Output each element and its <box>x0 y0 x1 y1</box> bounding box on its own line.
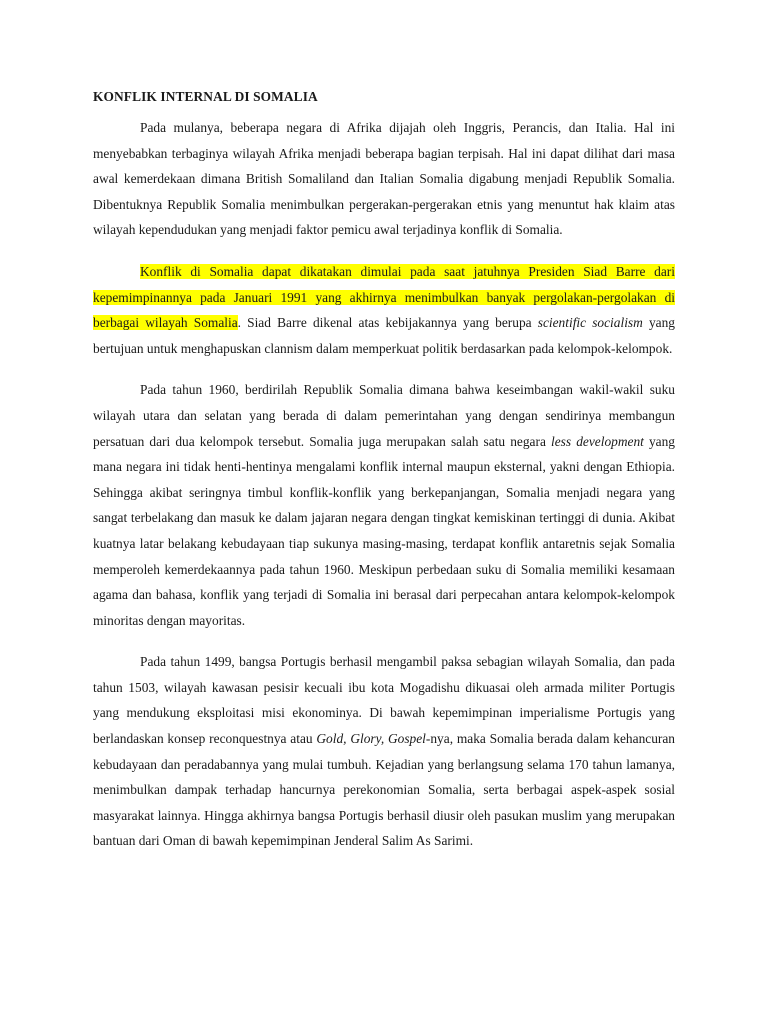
highlighted-text: Konflik di Somalia dapat dikatakan dimulai pada saat jatuhnya Presiden Siad Barre dari kepemimpinannya pada Januari 1991 yang akhirnya menimbulkan banyak pergolakan-pergolakan di berbagai wilayah Somalia <box>93 263 675 331</box>
paragraph-text: yang bertujuan untuk menghapuskan clannism dalam memperkuat politik berdasarkan pada kelompok-kelompok. <box>93 315 675 356</box>
document-body <box>93 86 675 870</box>
italic-term: less development <box>551 433 644 449</box>
paragraph-1: Pada mulanya, beberapa negara di Afrika dijajah oleh Inggris, Perancis, dan Italia. Hal ini menyebabkan terbaginya wilayah Afrika menjadi beberapa bagian terpisah. Hal ini dapat dilihat dari masa awal kemerdekaan dimana British Somaliland dan Italian Somalia digabung menjadi Republik Somalia. Dibentuknya Republik Somalia menimbulkan pergerakan-pergerakan etnis yang menuntut hak klaim atas wilayah kependudukan yang menjadi faktor pemicu awal terjadinya konflik di Somalia. <box>93 120 675 238</box>
document-title: KONFLIK INTERNAL DI SOMALIA <box>93 89 318 104</box>
paragraph-text: yang mana negara ini tidak henti-hentinya mengalami konflik internal maupun eksternal, yakni dengan Ethiopia. Sehingga akibat seringnya timbul konflik-konflik yang berkepanjangan, Somalia menjadi negara yang sangat terbelakang dan masuk ke dalam jajaran negara dengan tingkat kemiskinan tertinggi di dunia. Akibat kuatnya latar belakang kebudayaan tiap sukunya masing-masing, terdapat konflik antaretnis sejak Somalia memperoleh kemerdekaannya pada tahun 1960. Meskipun perbedaan suku di Somalia memiliki kesamaan agama dan bahasa, konflik yang terjadi di Somalia ini berasal dari perpecahan antara kelompok-kelompok minoritas dengan mayoritas. <box>93 433 676 628</box>
paragraph-2 <box>93 259 675 361</box>
paragraph-text: Pada tahun 1499, bangsa Portugis berhasil mengambil paksa sebagian wilayah Somalia, dan pada tahun 1503, wilayah kawasan pesisir kecuali ibu kota Mogadishu dikuasai oleh armada militer Portugis yang mendukung eksploitasi misi ekonominya. Di bawah kepemimpinan imperialisme Portugis yang berlandaskan konsep reconquestnya atau <box>93 654 675 747</box>
paragraph-4 <box>93 649 675 854</box>
italic-term: scientific socialism <box>537 315 643 331</box>
paragraph-text: . Siad Barre dikenal atas kebijakannya yang berupa <box>237 315 538 331</box>
italic-term: Gold, Glory, Gospel <box>316 731 426 747</box>
paragraph-text: Pada tahun 1960, berdirilah Republik Somalia dimana bahwa keseimbangan wakil-wakil suku wilayah utara dan selatan yang berada di dalam pemerintahan yang dengan sendirinya membangun persatuan dari dua kelompok tersebut. Somalia juga merupakan salah satu negara <box>93 382 675 449</box>
paragraph-text: -nya, maka Somalia berada dalam kehancuran kebudayaan dan peradabannya yang mulai tumbuh. Kejadian yang berlangsung selama 170 tahun lamanya, menimbulkan dampak terhadap hancurnya perekonomian Somalia, serta berbagai aspek-aspek sosial masyarakat lainnya. Hingga akhirnya bangsa Portugis berhasil diusir oleh pasukan muslim yang merupakan bantuan dari Oman di bawah kepemimpinan Jenderal Salim As Sarimi. <box>93 731 676 849</box>
paragraph-3 <box>93 377 675 633</box>
